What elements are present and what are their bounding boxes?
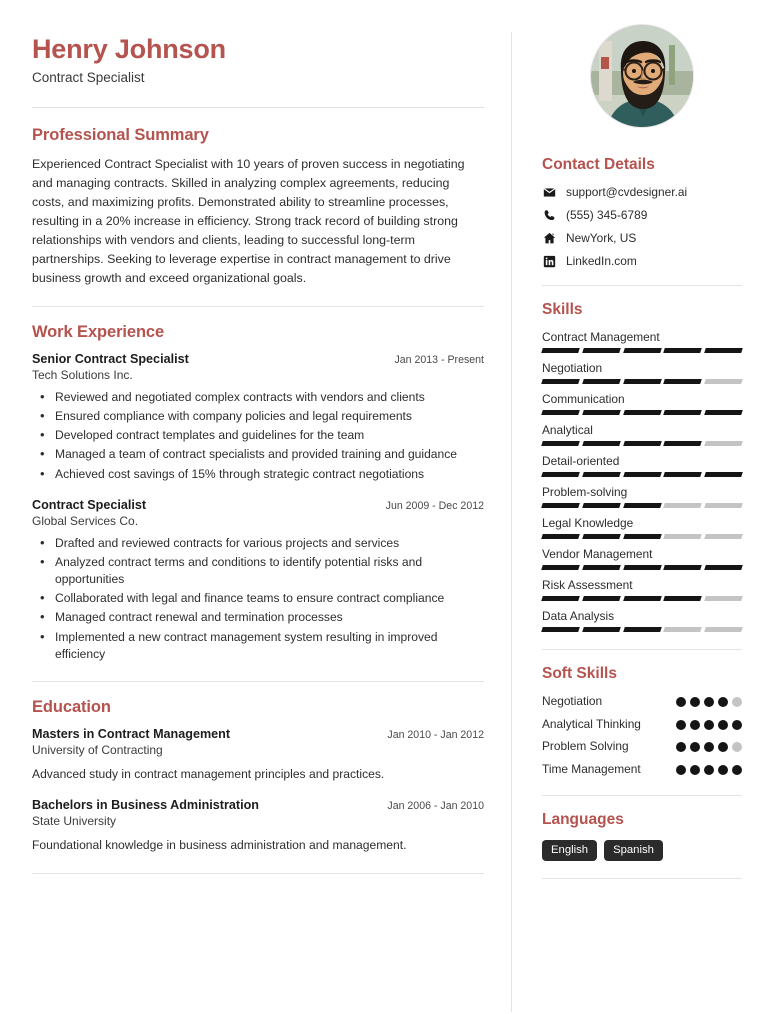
- education-entry-organization: University of Contracting: [32, 742, 163, 757]
- level-segment: [541, 410, 579, 415]
- level-segment: [664, 503, 702, 508]
- linkedin-icon: [542, 254, 556, 268]
- summary-text: Experienced Contract Specialist with 10 years of proven success in negotiating and managing contracts. Skilled in analyzing complex agreements, reducing costs, and maximizing profits. Demonstrated ability to streamline processes, resulting in a 20% increase in efficiency. Strong track record of building strong relationships with vendors and clients, leading to successful long-term partnerships. Seeking to leverage expertise in contract management to drive business growth and exceed organizational goals.: [32, 157, 465, 285]
- header-block: [32, 34, 484, 85]
- level-segment: [541, 627, 579, 632]
- section-heading-education: Education: [32, 697, 111, 716]
- level-segment: [541, 348, 579, 353]
- level-dot: [704, 720, 714, 730]
- level-segment: [541, 534, 579, 539]
- level-dot: [718, 742, 728, 752]
- level-segment: [704, 596, 742, 601]
- soft-skill-dots: [676, 762, 742, 775]
- skill-name: Contract Management: [542, 330, 660, 344]
- level-segment: [664, 441, 702, 446]
- skill-row: [542, 485, 742, 508]
- work-entry-organization: Tech Solutions Inc.: [32, 367, 133, 382]
- work-entry-title: Senior Contract Specialist: [32, 351, 189, 366]
- bullet-item: • Collaborated with legal and finance teams to ensure contract compliance: [53, 590, 484, 607]
- soft-skill-name: Negotiation: [542, 694, 603, 708]
- education-entry-date: Jan 2010 - Jan 2012: [387, 728, 484, 741]
- level-segment: [664, 627, 702, 632]
- level-segment: [664, 565, 702, 570]
- contact-divider: [542, 285, 742, 286]
- skill-name: Vendor Management: [542, 547, 653, 561]
- section-heading-soft-skills: Soft Skills: [542, 665, 617, 682]
- level-segment: [664, 534, 702, 539]
- work-entry-header: [32, 498, 484, 512]
- work-entry: [32, 498, 484, 663]
- work-entry-organization: Global Services Co.: [32, 513, 139, 528]
- bullet-item: • Managed contract renewal and termination processes: [53, 609, 484, 626]
- skill-level-bar: [542, 441, 742, 446]
- work-entry-date: Jun 2009 - Dec 2012: [385, 499, 484, 512]
- level-segment: [541, 472, 579, 477]
- level-segment: [582, 441, 620, 446]
- level-segment: [582, 348, 620, 353]
- level-dot: [690, 697, 700, 707]
- level-segment: [623, 534, 661, 539]
- level-dot: [732, 765, 742, 775]
- contact-list: [542, 185, 742, 268]
- level-segment: [704, 565, 742, 570]
- skill-name: Detail-oriented: [542, 454, 620, 468]
- main-column: [0, 22, 512, 1014]
- section-professional-summary: [32, 126, 484, 288]
- bullet-item: • Developed contract templates and guidelines for the team: [53, 427, 484, 444]
- level-segment: [582, 472, 620, 477]
- education-entry-date: Jan 2006 - Jan 2010: [387, 800, 484, 813]
- soft-skill-row: [542, 762, 742, 778]
- work-entry-title: Contract Specialist: [32, 497, 147, 512]
- level-dot: [676, 720, 686, 730]
- bullet-item: • Managed a team of contract specialists and provided training and guidance: [53, 446, 484, 463]
- section-languages: [542, 811, 742, 861]
- contact-value-email: support@cvdesigner.ai: [566, 185, 688, 199]
- soft-skill-name: Analytical Thinking: [542, 716, 641, 731]
- soft-skill-row: [542, 717, 742, 733]
- skill-level-bar: [542, 410, 742, 415]
- envelope-icon: [542, 185, 556, 199]
- section-skills: [542, 301, 742, 632]
- education-entry: [32, 727, 484, 784]
- skill-row: [542, 516, 742, 539]
- level-segment: [664, 379, 702, 384]
- skill-row: [542, 547, 742, 570]
- level-segment: [664, 410, 702, 415]
- bullet-item: • Achieved cost savings of 15% through strategic contract negotiations: [53, 466, 484, 483]
- soft-skill-name: Time Management: [542, 762, 641, 777]
- level-dot: [704, 697, 714, 707]
- work-entry-header: [32, 352, 484, 366]
- level-segment: [541, 565, 579, 570]
- level-segment: [623, 627, 661, 632]
- level-segment: [664, 348, 702, 353]
- soft-skill-dots: [676, 694, 742, 707]
- section-heading-summary: Professional Summary: [32, 126, 209, 145]
- work-entry-bullets: [32, 389, 484, 483]
- education-entry-title: Bachelors in Business Administration: [32, 798, 259, 813]
- level-segment: [664, 596, 702, 601]
- level-dot: [676, 742, 686, 752]
- level-segment: [541, 503, 579, 508]
- level-segment: [541, 441, 579, 446]
- skill-row: [542, 392, 742, 415]
- level-segment: [704, 503, 742, 508]
- contact-value-linkedin: LinkedIn.com: [566, 254, 637, 268]
- section-heading-contact: Contact Details: [542, 156, 655, 173]
- soft-skill-row: [542, 739, 742, 755]
- skill-level-bar: [542, 627, 742, 632]
- home-icon: [542, 231, 556, 245]
- avatar: [590, 24, 694, 128]
- level-segment: [704, 441, 742, 446]
- level-dot: [732, 742, 742, 752]
- skill-level-bar: [542, 503, 742, 508]
- education-entry-organization: State University: [32, 814, 117, 829]
- education-entry-header: [32, 727, 484, 741]
- level-dot: [718, 697, 728, 707]
- contact-item-phone[interactable]: [542, 208, 742, 222]
- level-segment: [623, 348, 661, 353]
- level-segment: [623, 379, 661, 384]
- soft-skill-row: [542, 694, 742, 710]
- level-segment: [582, 503, 620, 508]
- skills-list: [542, 330, 742, 632]
- level-dot: [690, 720, 700, 730]
- bullet-item: • Reviewed and negotiated complex contracts with vendors and clients: [53, 389, 484, 406]
- languages-list: [542, 840, 742, 861]
- soft-skill-dots: [676, 717, 742, 730]
- skill-row: [542, 578, 742, 601]
- section-heading-languages: Languages: [542, 810, 624, 828]
- skill-row: [542, 330, 742, 353]
- skill-name: Risk Assessment: [542, 578, 633, 592]
- contact-value-phone: (555) 345-6789: [566, 208, 648, 222]
- section-heading-skills: Skills: [542, 301, 583, 318]
- level-segment: [704, 472, 742, 477]
- soft-skills-list: [542, 694, 742, 778]
- section-contact-details: [542, 156, 742, 268]
- level-segment: [704, 627, 742, 632]
- level-dot: [704, 765, 714, 775]
- education-entry-title: Masters in Contract Management: [32, 726, 231, 741]
- work-entry: [32, 352, 484, 483]
- skill-name: Communication: [542, 392, 625, 406]
- skill-name: Data Analysis: [542, 609, 615, 623]
- section-work-experience: [32, 323, 484, 663]
- education-entry-header: [32, 798, 484, 812]
- section-education: [32, 698, 484, 855]
- skill-row: [542, 423, 742, 446]
- level-dot: [676, 765, 686, 775]
- work-entry-date: Jan 2013 - Present: [394, 353, 484, 366]
- language-pill: Spanish: [604, 840, 663, 861]
- level-segment: [623, 596, 661, 601]
- skill-name: Negotiation: [542, 361, 603, 375]
- skill-level-bar: [542, 472, 742, 477]
- skill-name: Problem-solving: [542, 485, 628, 499]
- skill-level-bar: [542, 348, 742, 353]
- candidate-name: Henry Johnson: [32, 34, 226, 64]
- skill-level-bar: [542, 534, 742, 539]
- level-segment: [541, 379, 579, 384]
- skill-name: Analytical: [542, 423, 593, 437]
- education-divider: [32, 873, 484, 874]
- section-soft-skills: [542, 665, 742, 778]
- level-segment: [541, 596, 579, 601]
- skills-divider: [542, 649, 742, 650]
- skill-row: [542, 454, 742, 477]
- level-segment: [623, 503, 661, 508]
- soft-skills-divider: [542, 795, 742, 796]
- level-dot: [676, 697, 686, 707]
- work-experience-divider: [32, 681, 484, 682]
- level-dot: [690, 765, 700, 775]
- bullet-item: • Analyzed contract terms and conditions to identify potential risks and opportunities: [53, 554, 484, 588]
- level-segment: [582, 379, 620, 384]
- contact-item-email[interactable]: [542, 185, 742, 199]
- skill-name: Legal Knowledge: [542, 516, 634, 530]
- education-entry-description: Foundational knowledge in business administration and management.: [32, 838, 407, 853]
- contact-item-linkedin[interactable]: [542, 254, 742, 268]
- summary-divider: [32, 306, 484, 307]
- bullet-item: • Drafted and reviewed contracts for various projects and services: [53, 535, 484, 552]
- soft-skill-dots: [676, 739, 742, 752]
- level-segment: [582, 596, 620, 601]
- sidebar-column: [512, 22, 768, 1014]
- skill-level-bar: [542, 596, 742, 601]
- section-heading-work-experience: Work Experience: [32, 322, 165, 341]
- education-entry: [32, 798, 484, 855]
- level-dot: [718, 720, 728, 730]
- level-segment: [704, 534, 742, 539]
- bullet-item: • Ensured compliance with company policies and legal requirements: [53, 408, 484, 425]
- education-entry-description: Advanced study in contract management principles and practices.: [32, 766, 385, 781]
- level-segment: [623, 472, 661, 477]
- skill-row: [542, 361, 742, 384]
- phone-icon: [542, 208, 556, 222]
- header-divider: [32, 107, 484, 108]
- level-dot: [732, 720, 742, 730]
- work-entry-bullets: [32, 535, 484, 663]
- level-dot: [732, 697, 742, 707]
- level-segment: [623, 565, 661, 570]
- level-segment: [582, 565, 620, 570]
- level-segment: [582, 627, 620, 632]
- level-segment: [582, 410, 620, 415]
- level-dot: [704, 742, 714, 752]
- contact-item-location[interactable]: [542, 231, 742, 245]
- language-pill: English: [542, 840, 597, 861]
- level-dot: [718, 765, 728, 775]
- level-segment: [582, 534, 620, 539]
- level-segment: [704, 410, 742, 415]
- skill-row: [542, 609, 742, 632]
- level-dot: [690, 742, 700, 752]
- soft-skill-name: Problem Solving: [542, 739, 629, 754]
- level-segment: [623, 441, 661, 446]
- skill-level-bar: [542, 379, 742, 384]
- bullet-item: • Implemented a new contract management system resulting in improved efficiency: [53, 629, 484, 663]
- level-segment: [623, 410, 661, 415]
- level-segment: [664, 472, 702, 477]
- languages-divider: [542, 878, 742, 879]
- skill-level-bar: [542, 565, 742, 570]
- candidate-job-title: Contract Specialist: [32, 70, 145, 86]
- avatar-container: [542, 24, 742, 128]
- level-segment: [704, 379, 742, 384]
- contact-value-location: NewYork, US: [566, 231, 637, 245]
- level-segment: [704, 348, 742, 353]
